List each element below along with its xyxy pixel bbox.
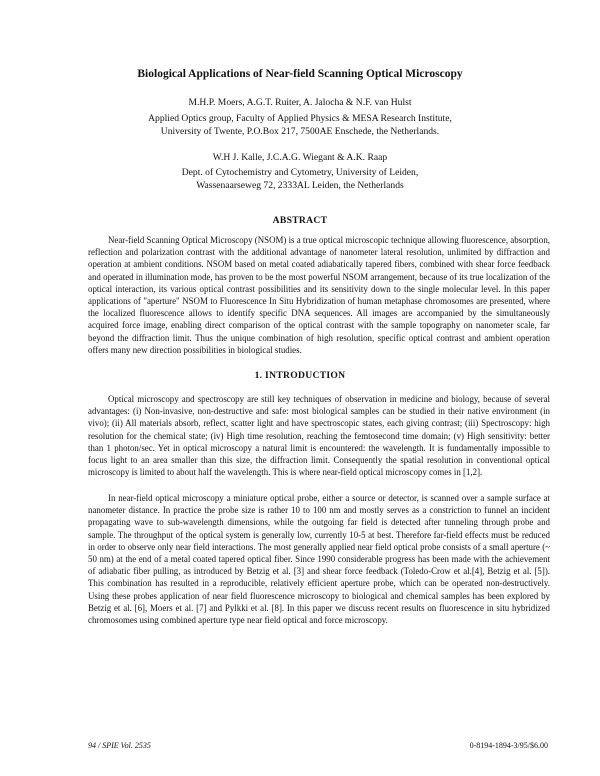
authors-group-1: M.H.P. Moers, A.G.T. Ruiter, A. Jalocha & N.F. van Hulst bbox=[188, 97, 412, 108]
affiliation-1 bbox=[0, 112, 600, 138]
affiliation-1-line-2: University of Twente, P.O.Box 217, 7500AE Enschede, the Netherlands. bbox=[160, 126, 440, 137]
paper-title: Biological Applications of Near-field Scanning Optical Microscopy bbox=[137, 68, 463, 80]
affiliation-2-line-1: Dept. of Cytochemistry and Cytometry, University of Leiden, bbox=[181, 167, 419, 178]
authors-group-2: W.H J. Kalle, J.C.A.G. Wiegant & A.K. Raap bbox=[212, 152, 388, 163]
affiliation-2-line-2: Wassenaarseweg 72, 2333AL Leiden, the Netherlands bbox=[196, 180, 404, 191]
affiliation-2 bbox=[0, 166, 600, 192]
affiliation-1-line-1: Applied Optics group, Faculty of Applied Physics & MESA Research Institute, bbox=[148, 113, 452, 124]
introduction-heading: 1. INTRODUCTION bbox=[254, 370, 346, 381]
abstract-text: Near-field Scanning Optical Microscopy (NSOM) is a true optical microscopic technique allowing fluorescence, absorption, reflection and polarization contrast with the additional advantage of nanometer lateral resolution, unlimited by diffraction and operation at ambient conditions. NSOM based on metal coated adiabatically tapered fibers, combined with shear force feedback and operated in illumination mode, has proven to be the most powerful NSOM arrangement, because of its true localization of the optical interaction, its various optical contrast possibilities and its sensitivity down to the single molecular level. In this paper applications of "aperture" NSOM to Fluorescence In Situ Hybridization of human metaphase chromosomes are presented, where the localized fluorescence allows to identify specific DNA sequences. All images are accompanied by the simultaneously acquired force image, enabling direct comparison of the optical contrast with the sample topography on nanometer scale, far beyond the diffraction limit. Thus the unique combination of high resolution, specific optical contrast and ambient operation offers many new direction possibilities in biological studies. bbox=[88, 235, 550, 355]
abstract-heading: ABSTRACT bbox=[272, 215, 328, 226]
footer-isbn: 0-8194-1894-3/95/$6.00 bbox=[469, 741, 548, 750]
footer-journal: 94 / SPIE Vol. 2535 bbox=[88, 741, 151, 750]
introduction-paragraph-2: In near-field optical microscopy a miniature optical probe, either a source or detector, is scanned over a sample surface at nanometer distance. In practice the probe size is rather 10 to 100 nm and mostly serves as a constriction to funnel an incident propagating wave to sub-wavelength dimensions, while the outgoing far field is detected after tunneling through probe and sample. The throughput of the optical system is generally low, currently 10-5 at best. Therefore far-field effects must be reduced in order to observe only near field interactions. The most generally applied near field optical probe consists of a small aperture (~ 50 nm) at the end of a metal coated tapered optical fiber. Since 1990 considerable progress has been made with the achievement of adiabatic fiber pulling, as introduced by Betzig et al. [3] and shear force feedback (Toledo-Crow et al.[4], Betzig et al. [5]). This combination has resulted in a reproducible, relatively efficient aperture probe, which can be operated non-destructively. Using these probes application of near field fluorescence microscopy to biological and chemical samples has been explored by Betzig et al. [6], Moers et al. [7] and Pylkki et al. [8]. In this paper we discuss recent results on fluorescence in situ hybridized chromosomes using combined aperture type near field optical and force microscopy. bbox=[88, 493, 550, 626]
introduction-paragraph-1: Optical microscopy and spectroscopy are still key techniques of observation in medicine and biology, because of several advantages: (i) Non-invasive, non-destructive and safe: most biological samples can be studied in their native environment (in vivo); (ii) All materials absorb, reflect, scatter light and have spectroscopic states, each giving contrast; (iii) Spectroscopy: high resolution for the chemical state; (iv) High time resolution, reaching the femtosecond time domain; (v) High sensitivity: better than 1 photon/sec. Yet in optical microscopy a natural limit is encountered: the wavelength. It is fundamentally impossible to focus light to an area smaller than this size, the diffraction limit. Consequently the spatial resolution in conventional optical microscopy is limited to about half the wavelength. This is where near-field optical microscopy comes in [1,2]. bbox=[88, 394, 550, 478]
